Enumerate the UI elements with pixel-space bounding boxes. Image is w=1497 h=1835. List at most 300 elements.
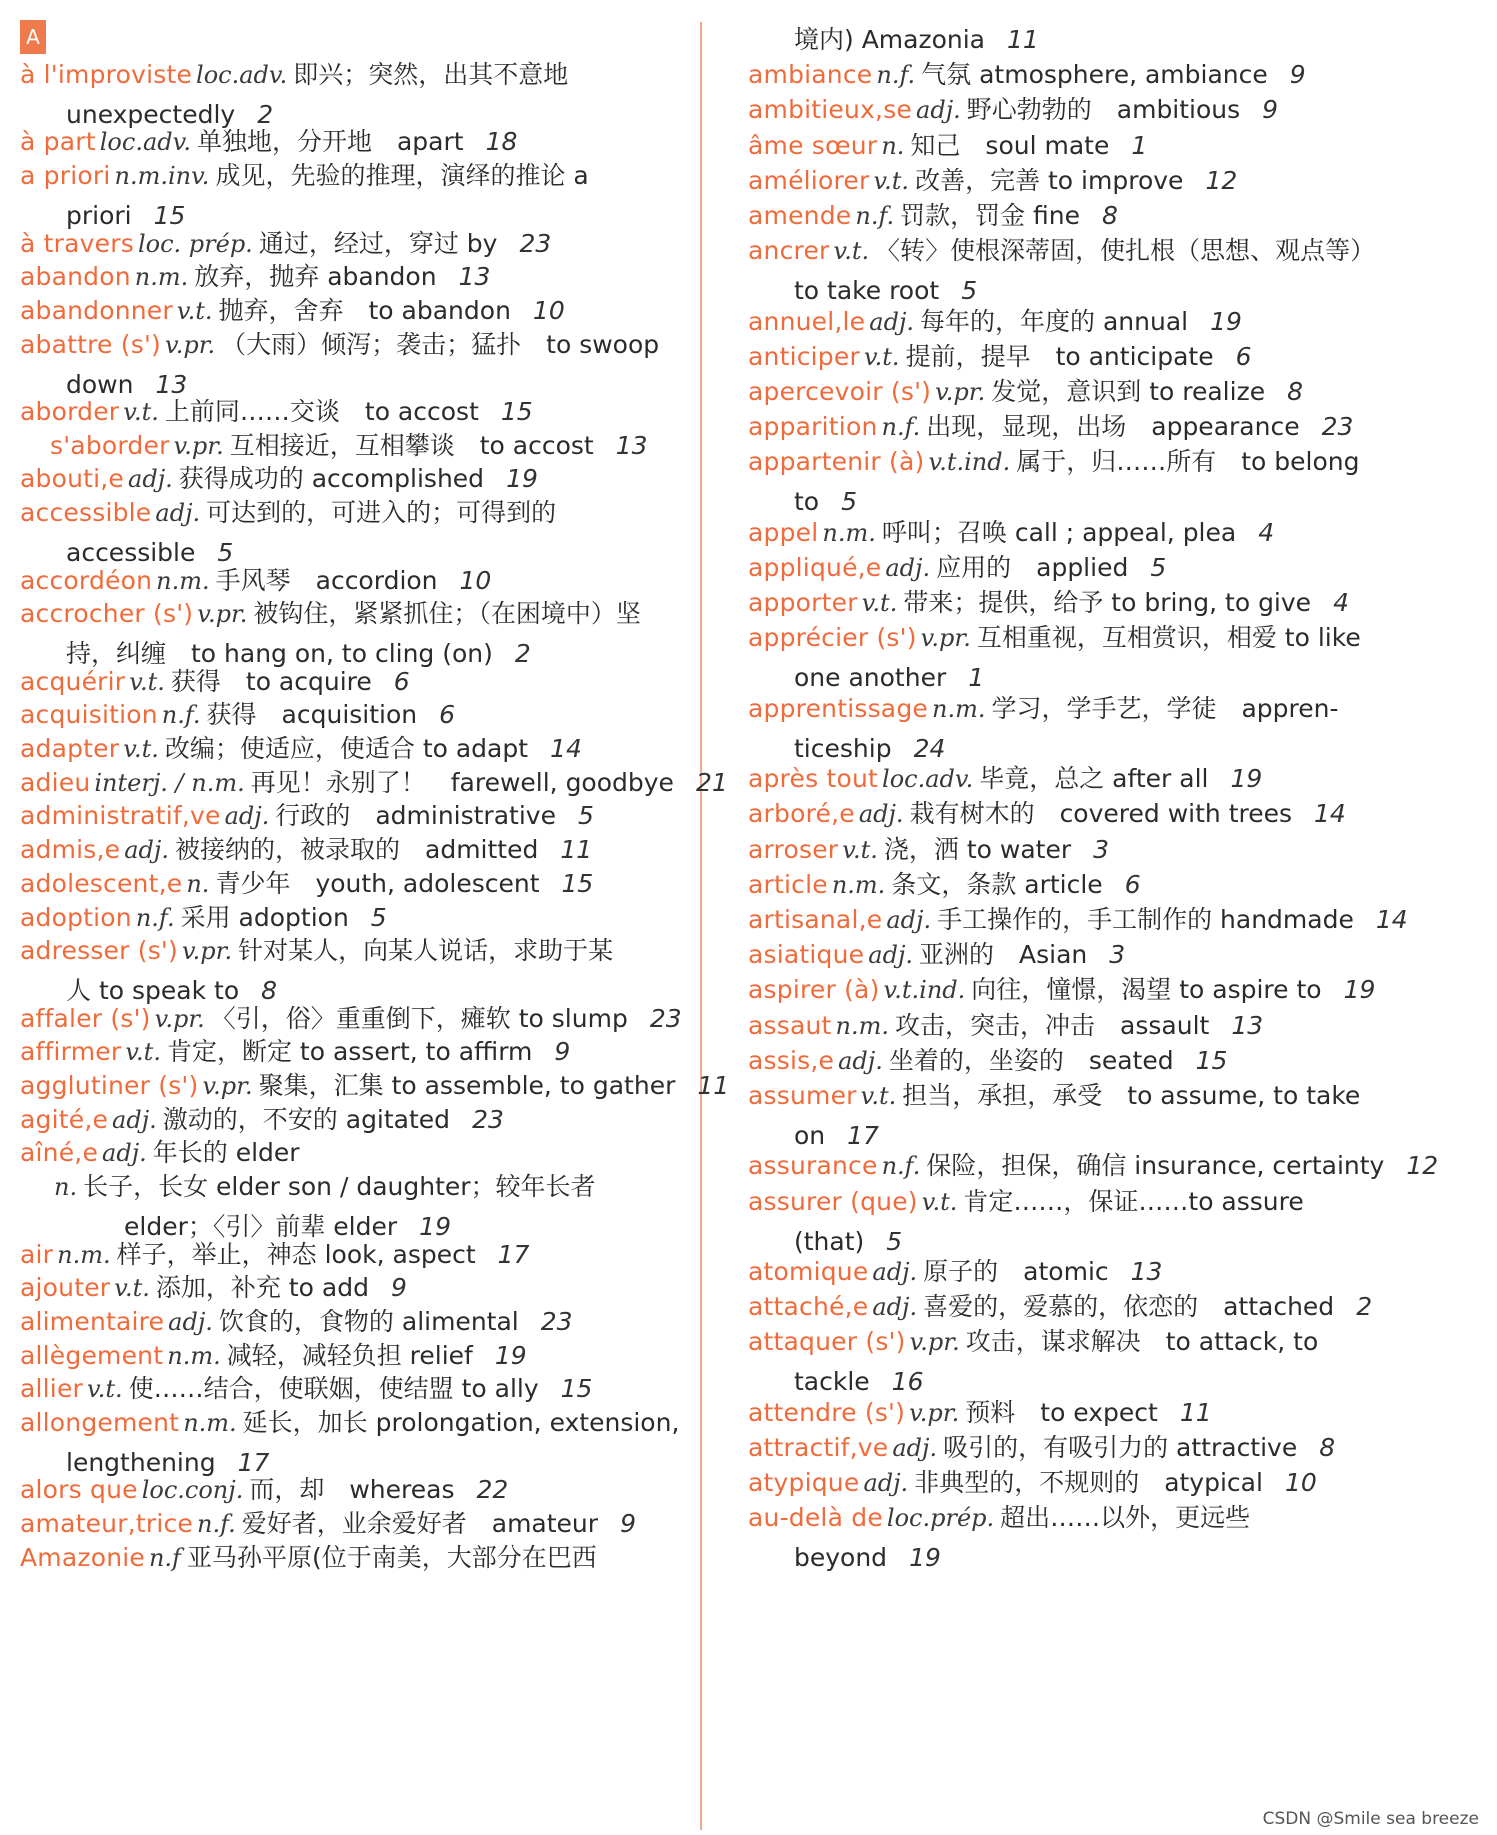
lesson-number: 15 <box>153 201 186 231</box>
headword: adoption <box>20 902 132 932</box>
definition: 肯定……，保证……to assure <box>963 1186 1304 1216</box>
definition: 可达到的，可进入的；可得到的 <box>206 498 557 528</box>
headword: annuel,le <box>748 306 866 336</box>
part-of-speech: adj. <box>916 96 961 125</box>
headword: apercevoir (s') <box>748 377 932 406</box>
dictionary-entry <box>748 90 1408 130</box>
lesson-number: 13 <box>155 369 188 399</box>
definition: 提前，提早 to anticipate <box>905 341 1214 371</box>
definition: 保险，担保，确信 insurance, certainty <box>926 1151 1385 1181</box>
part-of-speech: adj. <box>838 1046 883 1075</box>
headword: amateur,trice <box>20 1509 193 1539</box>
definition: 被接纳的，被录取的 admitted <box>175 835 539 865</box>
lesson-number: 23 <box>472 1104 504 1134</box>
headword: accessible <box>20 498 152 528</box>
headword: adresser (s') <box>20 936 178 966</box>
lesson-number: 23 <box>1321 412 1354 442</box>
definition: 超出……以外，更远些 <box>1000 1503 1251 1533</box>
headword: adieu <box>20 767 91 797</box>
lesson-number: 16 <box>891 1367 924 1397</box>
definition: 学习，学手艺，学徒 appren- <box>991 693 1339 723</box>
lesson-number: 3 <box>1109 940 1126 970</box>
lesson-number: 15 <box>500 397 533 426</box>
definition: 成见，先验的推理，演绎的推论 a <box>215 161 589 191</box>
headword: acquisition <box>20 700 158 730</box>
definition: 〈引，俗〉重重倒下，瘫软 to slump <box>210 1003 628 1033</box>
dictionary-entry <box>748 689 1408 768</box>
lesson-number: 11 <box>1007 25 1039 54</box>
part-of-speech: v.t.ind. <box>928 448 1011 477</box>
lesson-number: 23 <box>540 1306 573 1336</box>
definition: 聚集，汇集 to assemble, to gather <box>258 1071 676 1100</box>
headword: âme sœur <box>748 130 878 160</box>
headword: ajouter <box>20 1273 111 1303</box>
part-of-speech: loc. prép. <box>137 229 253 258</box>
lesson-number: 1 <box>968 663 985 693</box>
lesson-number: 5 <box>370 902 387 932</box>
part-of-speech: n.f. <box>135 903 175 932</box>
dictionary-entry <box>748 126 1408 166</box>
headword: au-delà de <box>748 1503 883 1533</box>
headword: amende <box>748 201 852 230</box>
definition: 吸引的，有吸引力的 attractive <box>943 1433 1298 1462</box>
definition: 放弃，抛弃 abandon <box>194 262 437 292</box>
headword: attaquer (s') <box>748 1327 906 1357</box>
headword: atypique <box>748 1468 860 1498</box>
part-of-speech: v.pr. <box>154 1004 205 1033</box>
part-of-speech: v.pr. <box>181 937 233 966</box>
dictionary-entry <box>748 794 1408 834</box>
part-of-speech: v.t. <box>129 667 165 696</box>
part-of-speech: n. <box>54 1173 78 1202</box>
watermark: CSDN @Smile sea breeze <box>1262 1809 1479 1829</box>
definition: 行政的 administrative <box>275 801 556 831</box>
dictionary-entry <box>748 830 1408 870</box>
definition: 非典型的，不规则的 atypical <box>914 1468 1263 1498</box>
headword: anticiper <box>748 341 860 371</box>
definition-continuation: unexpectedly 2 <box>66 100 274 129</box>
part-of-speech: loc.conj. <box>141 1476 244 1505</box>
lesson-number: 19 <box>506 464 538 494</box>
part-of-speech: v.t. <box>87 1375 123 1404</box>
headword: améliorer <box>748 165 870 195</box>
headword: allègement <box>20 1340 164 1370</box>
definition: 属于，归……所有 to belong <box>1016 447 1360 477</box>
lesson-number: 22 <box>476 1475 509 1505</box>
lesson-number: 19 <box>1343 975 1376 1005</box>
lesson-number: 23 <box>649 1003 682 1033</box>
definition: 而，却 whereas <box>249 1475 455 1505</box>
part-of-speech: n.f. <box>881 413 921 442</box>
definition-continuation: 持，纠缠 to hang on, to cling (on) 2 <box>66 639 531 669</box>
dictionary-entry <box>748 970 1408 1010</box>
lesson-number: 9 <box>554 1037 571 1067</box>
lesson-number: 13 <box>1130 1257 1163 1286</box>
part-of-speech: v.t. <box>176 296 213 325</box>
headword: allongement <box>20 1408 180 1437</box>
lesson-number: 5 <box>886 1226 903 1256</box>
lesson-number: 10 <box>1284 1468 1317 1498</box>
definition-continuation: accessible 5 <box>66 538 234 568</box>
part-of-speech: v.pr. <box>935 378 986 406</box>
headword: abattre (s') <box>20 329 161 359</box>
definition: 再见！永别了！ farewell, goodbye <box>250 767 674 797</box>
lesson-number: 3 <box>1093 834 1110 864</box>
part-of-speech: v.t. <box>860 1082 897 1110</box>
definition: （大雨）倾泻；袭击；猛扑 to swoop <box>221 329 660 359</box>
part-of-speech: n.m. <box>167 1341 221 1370</box>
headword: attendre (s') <box>748 1397 906 1427</box>
headword: agglutiner (s') <box>20 1071 199 1100</box>
definition-continuation: down 13 <box>66 369 188 399</box>
part-of-speech: n.f <box>148 1543 181 1572</box>
definition: 〈转〉使根深蒂固，使扎根（思想、观点等） <box>875 236 1376 266</box>
definition: 担当，承担，承受 to assume, to take <box>902 1081 1361 1110</box>
definition: 亚马孙平原(位于南美，大部分在巴西 <box>186 1542 597 1572</box>
lesson-number: 13 <box>615 430 648 460</box>
definition: 互相接近，互相攀谈 to accost <box>229 430 594 460</box>
lesson-number: 6 <box>393 666 410 696</box>
headword: appliqué,e <box>748 553 882 582</box>
definition: 获得成功的 accomplished <box>178 464 485 494</box>
headword: adolescent,e <box>20 868 183 898</box>
headword: a priori <box>20 161 111 191</box>
part-of-speech: v.t. <box>114 1274 150 1303</box>
part-of-speech: n.m. <box>134 263 189 292</box>
headword: arroser <box>748 834 839 864</box>
definition: 攻击，谋求解决 to attack, to <box>965 1327 1319 1357</box>
dictionary-entry <box>748 196 1408 236</box>
headword: appartenir (à) <box>748 447 925 477</box>
definition-continuation: tackle 16 <box>794 1367 924 1397</box>
dictionary-entry <box>748 1076 1408 1155</box>
definition: 攻击，突击，冲击 assault <box>895 1010 1210 1040</box>
headword: alors que <box>20 1475 138 1505</box>
definition-continuation: priori 15 <box>66 201 186 231</box>
part-of-speech: adj. <box>112 1105 157 1134</box>
part-of-speech: adj. <box>872 1293 918 1322</box>
dictionary-entry <box>748 1041 1408 1081</box>
definition: 浇，洒 to water <box>883 834 1072 864</box>
lesson-number: 13 <box>458 262 491 292</box>
headword: abandonner <box>20 295 173 325</box>
lesson-number: 12 <box>1205 165 1238 195</box>
lesson-number: 8 <box>261 976 278 1006</box>
lesson-number: 19 <box>494 1340 527 1370</box>
part-of-speech: interj. / n.m. <box>94 768 245 797</box>
definition: 改善，完善 to improve <box>915 165 1184 195</box>
definition-continuation: one another 1 <box>794 663 985 693</box>
part-of-speech: n.m. <box>931 694 986 723</box>
lesson-number: 2 <box>257 100 274 129</box>
part-of-speech: v.pr. <box>909 1398 960 1427</box>
lesson-number: 5 <box>217 538 234 568</box>
part-of-speech: v.pr. <box>909 1328 960 1357</box>
lesson-number: 6 <box>439 700 456 730</box>
headword: assumer <box>748 1081 857 1110</box>
definition: 激动的，不安的 agitated <box>162 1104 451 1134</box>
headword: atomique <box>748 1257 869 1286</box>
headword: à travers <box>20 228 134 258</box>
definition: 喜爱的，爱慕的，依恋的 attached <box>923 1292 1335 1322</box>
lesson-number: 11 <box>560 835 593 865</box>
part-of-speech: adj. <box>872 1258 918 1286</box>
dictionary-entry <box>748 1322 1408 1401</box>
definition: 延长，加长 prolongation, extension, <box>242 1408 680 1437</box>
definition-continuation: to take root 5 <box>794 276 978 306</box>
lesson-number: 9 <box>390 1273 407 1303</box>
lesson-number: 17 <box>237 1448 270 1477</box>
headword: ancrer <box>748 236 830 266</box>
definition: 年长的 elder <box>152 1138 300 1168</box>
headword: affirmer <box>20 1037 122 1067</box>
definition-continuation: lengthening 17 <box>66 1448 270 1477</box>
part-of-speech: v.t. <box>921 1187 958 1216</box>
definition: 获得 to acquire <box>170 666 372 696</box>
headword: aspirer (à) <box>748 975 880 1005</box>
lesson-number: 5 <box>841 487 858 517</box>
headword: apprécier (s') <box>748 623 917 653</box>
dictionary-entry <box>748 337 1408 377</box>
part-of-speech: v.pr. <box>164 330 216 359</box>
headword: à part <box>20 127 96 157</box>
headword: affaler (s') <box>20 1003 151 1033</box>
headword: ambitieux,se <box>748 95 913 125</box>
definition: 亚洲的 Asian <box>919 940 1088 970</box>
headword: administratif,ve <box>20 801 221 831</box>
definition: 上前同……交谈 to accost <box>164 397 479 426</box>
part-of-speech: v.pr. <box>920 624 971 653</box>
headword: aîné,e <box>20 1138 99 1168</box>
dictionary-entry <box>748 302 1408 342</box>
lesson-number: 19 <box>419 1212 451 1242</box>
dictionary-entry <box>748 759 1408 799</box>
part-of-speech: adj. <box>858 800 904 829</box>
part-of-speech: loc.adv. <box>99 128 191 157</box>
headword: artisanal,e <box>748 905 883 934</box>
headword: article <box>748 869 828 899</box>
definition: 添加，补充 to add <box>155 1273 369 1303</box>
headword: acquérir <box>20 666 126 696</box>
headword: air <box>20 1239 54 1269</box>
definition: 坐着的，坐姿的 seated <box>888 1045 1174 1075</box>
part-of-speech: n.m. <box>57 1240 111 1269</box>
dictionary-entry <box>748 231 1408 310</box>
dictionary-entry <box>748 55 1408 95</box>
headword: accordéon <box>20 565 153 595</box>
part-of-speech: adj. <box>886 906 932 934</box>
column-divider <box>700 22 702 1830</box>
part-of-speech: n. <box>186 869 210 898</box>
part-of-speech: v.t. <box>863 342 900 371</box>
part-of-speech: v.t. <box>873 166 910 195</box>
definition: 样子，举止，神态 look, aspect <box>116 1239 476 1269</box>
headword: après tout <box>748 764 879 794</box>
definition: 应用的 applied <box>936 553 1129 582</box>
part-of-speech: n.m. <box>835 1011 890 1040</box>
lesson-number: 15 <box>560 1374 593 1404</box>
headword: apprentissage <box>748 693 928 723</box>
dictionary-entry <box>748 583 1408 623</box>
lesson-number: 2 <box>514 639 531 669</box>
dictionary-entry <box>748 618 1408 697</box>
headword: appel <box>748 517 819 547</box>
part-of-speech: adj. <box>868 941 914 970</box>
headword: arboré,e <box>748 799 855 829</box>
definition: 气氛 atmosphere, ambiance <box>921 60 1268 90</box>
lesson-number: 9 <box>620 1509 636 1539</box>
definition: 栽有树木的 covered with trees <box>909 799 1293 829</box>
definition: 知己 soul mate <box>910 130 1110 160</box>
headword: abandon <box>20 262 131 292</box>
part-of-speech: adj. <box>124 836 169 865</box>
part-of-speech: adj. <box>128 465 173 494</box>
lesson-number: 5 <box>577 801 594 831</box>
definition: 预料 to expect <box>965 1397 1158 1427</box>
dictionary-entry <box>748 1252 1408 1292</box>
lesson-number: 17 <box>497 1239 530 1269</box>
part-of-speech: adj. <box>168 1307 213 1336</box>
headword: allier <box>20 1374 84 1404</box>
definition: 爱好者，业余爱好者 amateur <box>241 1509 599 1539</box>
definition: 出现，显现，出场 appearance <box>926 412 1300 442</box>
lesson-number: 18 <box>485 127 518 157</box>
part-of-speech: v.t.ind. <box>883 976 966 1005</box>
definition: 原子的 atomic <box>923 1257 1109 1286</box>
lesson-number: 19 <box>909 1543 941 1573</box>
definition-continuation: elder；〈引〉前辈 elder 19 <box>124 1212 451 1242</box>
part-of-speech: n.m. <box>831 870 886 899</box>
dictionary-entry <box>748 1428 1408 1468</box>
lesson-number: 4 <box>1258 517 1275 547</box>
part-of-speech: n.m.inv. <box>114 162 210 191</box>
dictionary-entry <box>748 407 1408 447</box>
part-of-speech: v.t. <box>833 237 870 266</box>
lesson-number: 6 <box>1124 869 1141 899</box>
lesson-number: 8 <box>1319 1433 1336 1462</box>
letter-section-badge: A <box>20 20 46 54</box>
part-of-speech: v.pr. <box>173 431 224 460</box>
definition: 长子，长女 elder son / daughter；较年长者 <box>83 1172 596 1202</box>
dictionary-entry <box>748 865 1408 905</box>
headword: abouti,e <box>20 464 125 494</box>
part-of-speech: adj. <box>102 1139 147 1168</box>
definition: 罚款，罚金 fine <box>900 201 1081 230</box>
headword: ambiance <box>748 60 873 90</box>
headword: agité,e <box>20 1104 109 1134</box>
lesson-number: 12 <box>1406 1151 1439 1181</box>
part-of-speech: v.pr. <box>197 600 248 629</box>
definition-continuation: 人 to speak to 8 <box>66 976 278 1006</box>
definition: 条文，条款 article <box>891 869 1103 899</box>
dictionary-entry <box>748 1498 1408 1577</box>
definition: 带来；提供，给予 to bring, to give <box>903 588 1312 618</box>
definition: 减轻，减轻负担 relief <box>226 1340 473 1370</box>
lesson-number: 14 <box>1314 799 1346 829</box>
lesson-number: 4 <box>1333 588 1349 618</box>
definition: 互相重视，互相赏识，相爱 to like <box>976 623 1361 653</box>
headword: s'aborder <box>50 430 170 460</box>
dictionary-entry <box>748 1393 1408 1433</box>
lesson-number: 21 <box>695 767 728 797</box>
lesson-number: 8 <box>1102 201 1118 230</box>
definition: 被钩住，紧紧抓住；（在困境中）坚 <box>253 599 641 629</box>
definition: 肯定，断定 to assert, to affirm <box>166 1037 533 1067</box>
part-of-speech: loc.adv. <box>196 61 288 89</box>
definition: 青少年 youth, adolescent <box>215 868 540 898</box>
part-of-speech: adj. <box>892 1434 938 1462</box>
part-of-speech: adj. <box>155 499 201 528</box>
definition: 每年的，年度的 annual <box>920 306 1189 336</box>
lesson-number: 17 <box>847 1121 879 1150</box>
headword: Amazonie <box>20 1542 145 1572</box>
definition: 使……结合，使联姻，使结盟 to ally <box>128 1374 539 1404</box>
part-of-speech: loc.prép. <box>886 1504 995 1533</box>
definition: 手工操作的，手工制作的 handmade <box>937 905 1354 934</box>
dictionary-entry <box>748 442 1408 521</box>
headword: assaut <box>748 1010 832 1040</box>
part-of-speech: n.f. <box>881 1152 921 1181</box>
lesson-number: 19 <box>1210 306 1242 336</box>
part-of-speech: v.t. <box>861 589 898 618</box>
lesson-number: 13 <box>1231 1010 1264 1040</box>
part-of-speech: v.t. <box>123 735 159 763</box>
lesson-number: 9 <box>1262 95 1279 125</box>
lesson-number: 19 <box>1230 764 1263 794</box>
headword: accrocher (s') <box>20 599 194 629</box>
part-of-speech: v.t. <box>842 835 878 864</box>
part-of-speech: v.pr. <box>202 1072 253 1100</box>
lesson-number: 11 <box>1179 1397 1212 1427</box>
lesson-number: 5 <box>1150 553 1167 582</box>
dictionary-entry <box>748 1146 1439 1186</box>
definition: 毕竟，总之 after all <box>979 764 1209 794</box>
dictionary-entry <box>748 1463 1408 1503</box>
dictionary-entry <box>748 935 1408 975</box>
part-of-speech: n.m. <box>156 566 210 595</box>
lesson-number: 24 <box>913 733 946 763</box>
headword: admis,e <box>20 835 121 865</box>
dictionary-entry <box>748 548 1408 588</box>
lesson-number: 5 <box>961 276 978 306</box>
definition: 野心勃勃的 ambitious <box>966 95 1241 125</box>
headword: assurance <box>748 1151 878 1181</box>
lesson-number: 11 <box>697 1071 730 1100</box>
definition: 呼叫；召唤 call ; appeal, plea <box>881 517 1237 547</box>
part-of-speech: n.f. <box>855 202 895 230</box>
part-of-speech: n.f. <box>197 1510 236 1539</box>
definition: 手风琴 accordion <box>215 565 438 595</box>
dictionary-entry <box>748 20 1408 59</box>
dictionary-entry <box>748 513 1408 553</box>
headword: assis,e <box>748 1045 835 1075</box>
dictionary-entry <box>748 1287 1408 1327</box>
definition-continuation: ticeship 24 <box>794 733 946 763</box>
part-of-speech: adj. <box>885 554 931 582</box>
definition: 饮食的，食物的 alimental <box>218 1306 519 1336</box>
headword: apparition <box>748 412 878 442</box>
part-of-speech: loc.adv. <box>882 765 974 794</box>
lesson-number: 14 <box>1375 905 1408 934</box>
dictionary-entry <box>748 372 1408 412</box>
definition: 发觉，意识到 to realize <box>991 377 1266 406</box>
definition: 获得 acquisition <box>206 700 418 730</box>
part-of-speech: n.m. <box>183 1409 237 1437</box>
lesson-number: 23 <box>519 228 552 258</box>
definition: 境内) Amazonia <box>794 25 986 54</box>
part-of-speech: adj. <box>224 802 270 831</box>
definition: 通过，经过，穿过 by <box>258 228 498 258</box>
